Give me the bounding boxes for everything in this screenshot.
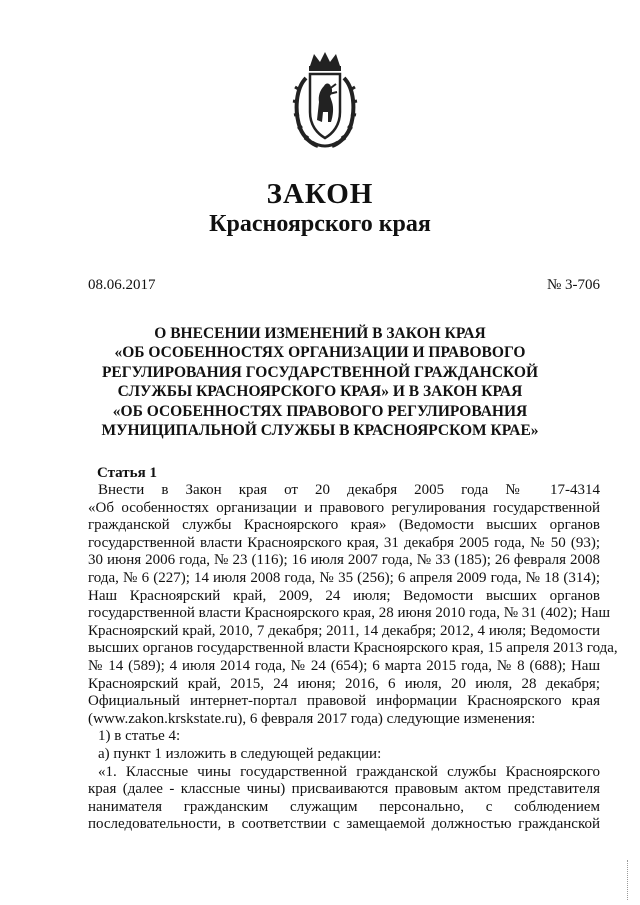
body-line: последовательности, в соответствии с замещаемой должностью гражданской <box>88 816 600 833</box>
body-line: государственной власти Красноярского края, 28 июня 2010 года, № 31 (402); Наш <box>88 605 610 622</box>
body-line: 30 июня 2006 года, № 23 (116); 16 июля 2007 года, № 33 (185); 26 февраля 2008 <box>88 552 600 569</box>
body-line: Красноярский край, 2015, 24 июня; 2016, 6 июля, 20 июля, 28 декабря; <box>88 675 600 692</box>
heading-line: «ОБ ОСОБЕННОСТЯХ ОРГАНИЗАЦИИ И ПРАВОВОГО <box>114 344 526 362</box>
heading-line: О ВНЕСЕНИИ ИЗМЕНЕНИЙ В ЗАКОН КРАЯ <box>154 325 486 342</box>
heading-line: МУНИЦИПАЛЬНОЙ СЛУЖБЫ В КРАСНОЯРСКОМ КРАЕ» <box>101 422 539 440</box>
body-line: гражданской службы Красноярского края» (Ведомости высших органов <box>88 517 600 534</box>
body-line: высших органов государственной власти Красноярского края, 15 апреля 2013 года, <box>88 640 618 657</box>
body-line: года, № 6 (227); 14 июля 2008 года, № 35 (256); 6 апреля 2009 года, № 18 (314); <box>88 569 600 586</box>
body-line: (www.zakon.krskstate.ru), 6 февраля 2017 года) следующие изменения: <box>88 710 536 727</box>
body-line: «Об особенностях организации и правового регулирования государственной <box>88 499 600 516</box>
law-heading <box>0 324 640 440</box>
scan-edge-marks <box>627 860 630 900</box>
coat-of-arms-emblem <box>292 50 358 152</box>
article-title: Статья 1 <box>97 465 157 481</box>
heading-line: «ОБ ОСОБЕННОСТЯХ ПРАВОВОГО РЕГУЛИРОВАНИЯ <box>112 402 528 420</box>
body-line: Официальный интернет-портал правовой информации Красноярского края <box>88 693 600 710</box>
article-body <box>88 482 618 834</box>
law-date: 08.06.2017 <box>88 277 156 293</box>
document-type-title: ЗАКОН <box>266 178 374 210</box>
body-line: 1) в статье 4: <box>98 728 181 745</box>
body-line: нанимателя гражданским служащим персонально, с соблюдением <box>88 798 600 815</box>
body-line: края (далее - классные чины) присваиваются правовым актом представителя <box>88 781 600 798</box>
body-line: государственной власти Красноярского края, 31 декабря 2005 года, № 50 (93); <box>88 534 600 551</box>
document-issuer-subtitle: Красноярского края <box>209 211 431 237</box>
body-line: «1. Классные чины государственной гражданской службы Красноярского <box>98 763 600 780</box>
heading-line: СЛУЖБЫ КРАСНОЯРСКОГО КРАЯ» И В ЗАКОН КРАЯ <box>117 383 523 401</box>
body-line: Красноярский край, 2010, 7 декабря; 2011, 14 декабря; 2012, 4 июля; Ведомости <box>88 622 600 639</box>
body-line: Наш Красноярский край, 2009, 24 июля; Ведомости высших органов <box>88 587 600 604</box>
law-number: № 3-706 <box>546 277 600 293</box>
heading-line: РЕГУЛИРОВАНИЯ ГОСУДАРСТВЕННОЙ ГРАЖДАНСКОЙ <box>101 363 539 381</box>
body-line: а) пункт 1 изложить в следующей редакции: <box>98 745 382 762</box>
body-line: Внести в Закон края от 20 декабря 2005 года № 17-4314 <box>98 482 600 498</box>
body-line: № 14 (589); 4 июля 2014 года, № 24 (654); 6 марта 2015 года, № 8 (688); Наш <box>88 657 600 674</box>
